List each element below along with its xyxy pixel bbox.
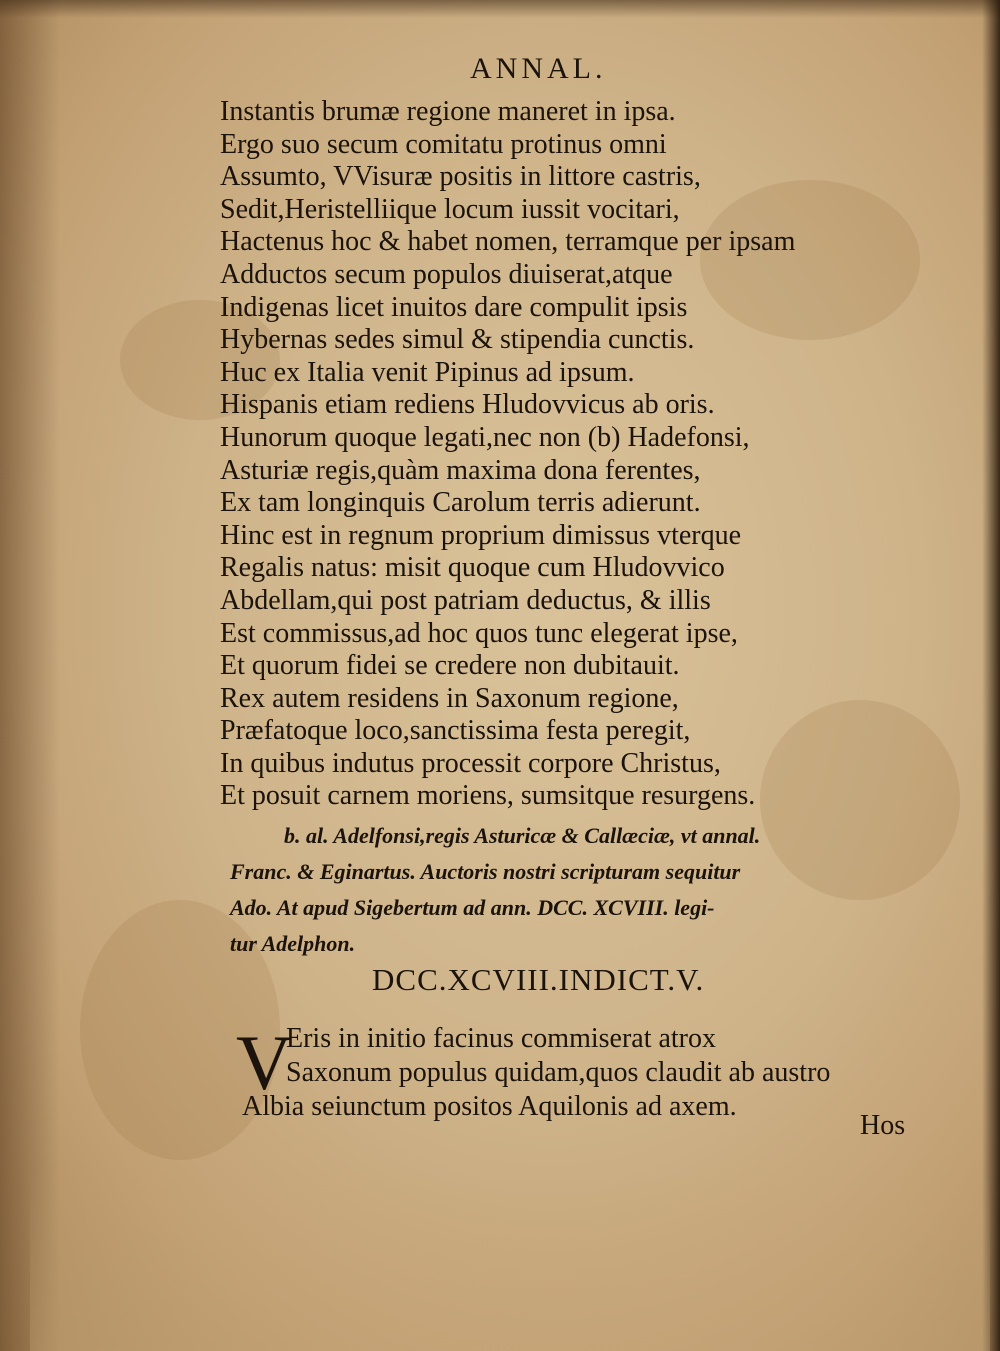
gutter-shadow — [0, 0, 60, 1351]
verse-line: Abdellam,qui post patriam deductus, & illis — [220, 584, 711, 616]
verse-line: Ex tam longinquis Carolum terris adierunt. — [220, 487, 701, 519]
verse-line: Hactenus hoc & habet nomen, terramque per ipsam — [220, 226, 796, 258]
verse-line: Saxonum populus quidam,quos claudit ab austro — [286, 1057, 831, 1088]
marginal-note — [230, 818, 760, 962]
top-edge-shadow — [0, 0, 1000, 18]
year-heading: DCC.XCVIII.INDICT.V. — [372, 962, 705, 997]
verse-line: Regalis natus: misit quoque cum Hludovvico — [220, 552, 725, 584]
verse-line: Instantis brumæ regione maneret in ipsa. — [220, 96, 676, 127]
verse-line: Asturiæ regis,quàm maxima dona ferentes, — [220, 454, 701, 486]
right-edge-shadow — [982, 0, 1000, 1351]
verse-line: Huc ex Italia venit Pipinus ad ipsum. — [220, 356, 635, 388]
note-line: Franc. & Eginartus. Auctoris nostri scripturam sequitur — [230, 859, 741, 884]
note-line: b. al. Adelfonsi,regis Asturicæ & Callæciæ, vt annal. — [284, 823, 761, 848]
verse-line: Hinc est in regnum proprium dimissus vterque — [220, 519, 742, 551]
verse-line: Albia seiunctum positos Aquilonis ad axem. — [242, 1091, 737, 1122]
catchword: Hos — [860, 1110, 906, 1141]
note-line: tur Adelphon. — [230, 931, 356, 956]
running-head: ANNAL. — [470, 52, 607, 85]
verse-block — [220, 96, 795, 813]
verse-line: Sedit,Heristelliique locum iussit vocitari, — [220, 193, 680, 225]
verse-line: Adductos secum populos diuiserat,atque — [220, 258, 673, 290]
verse-line: Hunorum quoque legati,nec non (b) Hadefonsi, — [220, 421, 750, 453]
verse-line: Et quorum fidei se credere non dubitauit. — [220, 650, 680, 682]
verse-line: Assumto, VVisuræ positis in littore castris, — [220, 161, 701, 193]
drop-cap: V — [236, 1019, 293, 1106]
verse-line: Præfatoque loco,sanctissima festa peregit, — [220, 715, 691, 747]
verse-block-2 — [242, 1022, 830, 1124]
verse-line: Hybernas sedes simul & stipendia cunctis. — [220, 324, 695, 356]
verse-line: Eris in initio facinus commiserat atrox — [286, 1023, 717, 1054]
verse-line: Hispanis etiam rediens Hludovvicus ab oris. — [220, 389, 715, 421]
verse-line: Ergo suo secum comitatu protinus omni — [220, 128, 667, 160]
verse-line: Est commissus,ad hoc quos tunc elegerat ipse, — [220, 617, 738, 649]
verse-line: Et posuit carnem moriens, sumsitque resurgens. — [220, 780, 756, 812]
note-line: Ado. At apud Sigebertum ad ann. DCC. XCVIII. legi- — [230, 895, 715, 920]
verse-line: Rex autem residens in Saxonum regione, — [220, 682, 679, 714]
verse-line: Indigenas licet inuitos dare compulit ipsis — [220, 291, 688, 323]
verse-line: In quibus indutus processit corpore Christus, — [220, 747, 721, 779]
lower-margin — [30, 1170, 990, 1351]
